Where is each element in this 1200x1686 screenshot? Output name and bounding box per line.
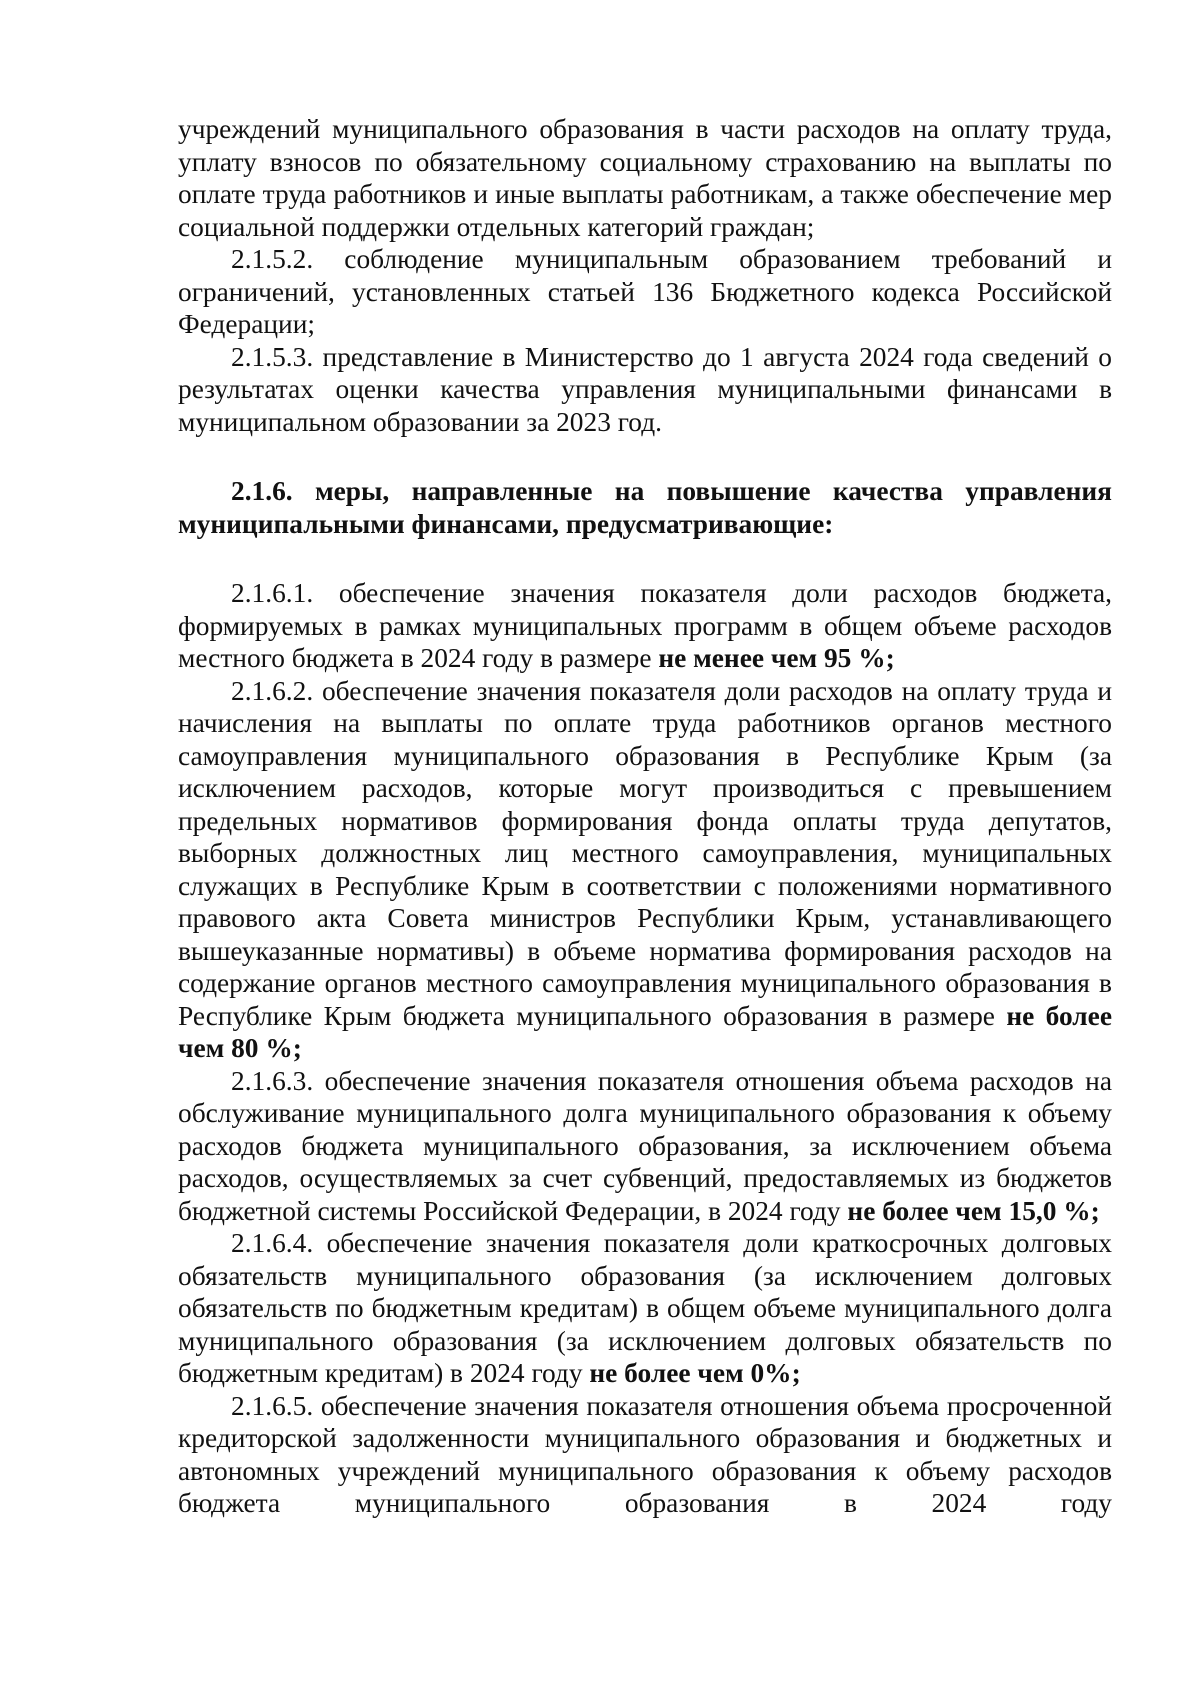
paragraph-2-1-5-3: 2.1.5.3. представление в Министерство до 1 августа 2024 года сведений о результатах оценки качества управления муниципальными финансами в муниципальном образовании за 2023 год. bbox=[178, 341, 1112, 437]
emphasis-value: не более чем 0%; bbox=[589, 1358, 801, 1388]
paragraph-2-1-6-1 bbox=[178, 577, 1112, 675]
emphasis-value: не более чем 15,0 %; bbox=[847, 1195, 1100, 1226]
paragraph-2-1-6-2 bbox=[178, 675, 1112, 1065]
paragraph-text: 2.1.6.2. обеспечение значения показателя доли расходов на оплату труда и начисления на выплаты по оплате труда работников органов местного самоуправления муниципального образования в Республике Крым (за исключением расходов, которые могут производиться с превышением предельных нормативов формирования фонда оплаты труда депутатов, выборных должностных лиц местного самоуправления, муниципальных служащих в Республике Крым в соответствии с положениями нормативного правового акта Совета министров Республики Крым, устанавливающего вышеуказанные нормативы) в объеме норматива формирования расходов на содержание органов местного самоуправления муниципального образования в Республике Крым бюджета муниципального образования в размере bbox=[178, 675, 1112, 1031]
emphasis-value: не более чем 80 %; bbox=[178, 1000, 1112, 1063]
paragraph-2-1-6-3 bbox=[178, 1065, 1112, 1228]
section-heading-2-1-6: 2.1.6. меры, направленные на повышение качества управления муниципальными финансами, предусматривающие: bbox=[178, 476, 1112, 539]
paragraph-text: 2.1.6.4. обеспечение значения показателя доли краткосрочных долговых обязательств муниципального образования (за исключением долговых обязательств по бюджетным кредитам) в общем объеме муниципального долга муниципального образования (за исключением долговых обязательств по бюджетным кредитам) в 2024 году bbox=[178, 1228, 1112, 1388]
paragraph-2-1-5-2: 2.1.5.2. соблюдение муниципальным образованием требований и ограничений, установленных статьей 136 Бюджетного кодекса Российской Федерации; bbox=[178, 244, 1112, 339]
paragraph-continuation: учреждений муниципального образования в части расходов на оплату труда, уплату взносов по обязательному социальному страхованию на выплаты по оплате труда работников и иные выплаты работникам, а также обеспечение мер социальной поддержки отдельных категорий граждан; bbox=[178, 114, 1112, 242]
paragraph-text: 2.1.6.3. обеспечение значения показателя отношения объема расходов на обслуживание муниципального долга муниципального образования к объему расходов бюджета муниципального образования, за исключением объема расходов, осуществляемых за счет субвенций, предоставляемых из бюджетов бюджетной системы Российской Федерации, в 2024 году bbox=[178, 1065, 1112, 1226]
emphasis-value: не менее чем 95 %; bbox=[658, 643, 895, 673]
paragraph-text: 2.1.6.1. обеспечение значения показателя доли расходов бюджета, формируемых в рамках муниципальных программ в общем объеме расходов местного бюджета в 2024 году в размере bbox=[178, 578, 1112, 673]
paragraph-2-1-6-5: 2.1.6.5. обеспечение значения показателя отношения объема просроченной кредиторской задолженности муниципального образования и бюджетных и автономных учреждений муниципального образования к объему расходов бюджета муниципального образования в 2024 году bbox=[178, 1390, 1112, 1518]
paragraph-2-1-6-4 bbox=[178, 1227, 1112, 1390]
